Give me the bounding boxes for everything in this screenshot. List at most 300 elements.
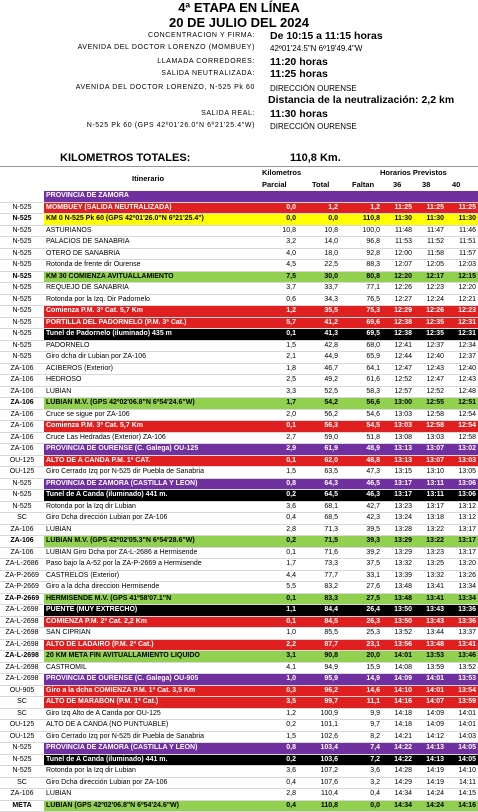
header-label: SALIDA REAL: xyxy=(201,110,255,117)
place-cell: LUBIAN (GPS 42º02'06.8"N 6º54'24.6"W) xyxy=(44,800,258,812)
itinerary-row xyxy=(0,260,478,272)
time-40-cell: 14:01 xyxy=(446,720,478,732)
road-cell: N-525 xyxy=(0,743,44,755)
itinerary-row xyxy=(0,593,478,605)
time-38-cell: 14:24 xyxy=(414,789,446,801)
time-38-cell: 12:35 xyxy=(414,329,446,341)
faltan-cell: 46,5 xyxy=(340,478,382,490)
total-cell: 77,7 xyxy=(298,570,340,582)
itinerary-row xyxy=(0,432,478,444)
time-40-cell: 14:03 xyxy=(446,731,478,743)
faltan-cell: 9,9 xyxy=(340,708,382,720)
itinerary-row xyxy=(0,421,478,433)
place-cell: 20 KM META FIN AVITUALLAMIENTO LIQUIDO xyxy=(44,651,258,663)
parcial-cell: 0,2 xyxy=(258,490,298,502)
parcial-cell: 4,1 xyxy=(258,662,298,674)
itinerary-row xyxy=(0,754,478,766)
time-38-cell: 14:24 xyxy=(414,800,446,812)
place-cell: PADORNELO xyxy=(44,340,258,352)
time-36-cell: 13:03 xyxy=(382,421,414,433)
road-cell: N-525 xyxy=(0,271,44,283)
itinerary-row xyxy=(0,386,478,398)
time-38-cell: 13:43 xyxy=(414,605,446,617)
place-cell: PROVINCIA DE ZAMORA (CASTILLA Y LEON) xyxy=(44,743,258,755)
time-36-cell: 13:32 xyxy=(382,559,414,571)
time-40-cell: 14:15 xyxy=(446,789,478,801)
parcial-cell: 1,1 xyxy=(258,605,298,617)
stage-date: 20 DE JULIO DEL 2024 xyxy=(169,15,309,30)
total-cell: 71,5 xyxy=(298,536,340,548)
header-label: CONCENTRACION Y FIRMA: xyxy=(147,32,255,39)
parcial-cell: 0,0 xyxy=(258,214,298,226)
itinerary-row xyxy=(0,191,478,202)
parcial-cell: 0,0 xyxy=(258,202,298,214)
itinerary-row xyxy=(0,674,478,686)
total-cell: 87,7 xyxy=(298,639,340,651)
itinerary-row xyxy=(0,800,478,812)
time-38-cell: 14:13 xyxy=(414,754,446,766)
time-36-cell: 13:00 xyxy=(382,398,414,410)
time-40-cell xyxy=(446,191,478,202)
total-cell: 94,9 xyxy=(298,662,340,674)
place-cell: ALTO DE MARABÓN (P.M. 1ª Cat.) xyxy=(44,697,258,709)
time-36-cell: 12:44 xyxy=(382,352,414,364)
place-cell: LUBIAN M.V. (GPS 42º02'05.3"N 6º54'28.6"W) xyxy=(44,536,258,548)
road-cell: ZA-106 xyxy=(0,421,44,433)
itinerary-row xyxy=(0,455,478,467)
total-cell: 73,3 xyxy=(298,559,340,571)
total-cell: 42,8 xyxy=(298,340,340,352)
parcial-cell: 0,4 xyxy=(258,777,298,789)
itinerary-row xyxy=(0,340,478,352)
time-38-cell: 13:17 xyxy=(414,501,446,513)
time-40-cell: 13:46 xyxy=(446,651,478,663)
header-label: SALIDA NEUTRALIZADA: xyxy=(161,70,255,77)
road-cell: OU-125 xyxy=(0,731,44,743)
road-cell: ZA-P-2669 xyxy=(0,570,44,582)
place-cell: REQUEJO DE SANABRIA xyxy=(44,283,258,295)
time-38-cell: 12:52 xyxy=(414,386,446,398)
header-value: 11:30 horas xyxy=(270,108,328,120)
parcial-cell: 10,8 xyxy=(258,225,298,237)
faltan-cell: 7,4 xyxy=(340,743,382,755)
parcial-cell: 0,6 xyxy=(258,294,298,306)
faltan-cell: 64,1 xyxy=(340,363,382,375)
time-36-cell: 13:03 xyxy=(382,409,414,421)
total-cell: 59,0 xyxy=(298,432,340,444)
parcial-cell: 2,8 xyxy=(258,789,298,801)
time-36-cell: 13:24 xyxy=(382,513,414,525)
time-38-cell: 12:40 xyxy=(414,352,446,364)
time-38-cell: 13:22 xyxy=(414,536,446,548)
faltan-cell: 15,9 xyxy=(340,662,382,674)
total-cell: 63,5 xyxy=(298,467,340,479)
place-cell: ASTURIANOS xyxy=(44,225,258,237)
time-38-cell: 13:41 xyxy=(414,582,446,594)
time-40-cell: 13:17 xyxy=(446,524,478,536)
time-38-cell: 12:24 xyxy=(414,294,446,306)
time-38-cell: 13:41 xyxy=(414,593,446,605)
col-speed-36: 36 xyxy=(393,180,402,189)
road-cell: OU-125 xyxy=(0,467,44,479)
time-36-cell: 14:28 xyxy=(382,766,414,778)
stage-header-info xyxy=(0,30,478,166)
time-38-cell: 14:09 xyxy=(414,720,446,732)
time-40-cell: 13:03 xyxy=(446,455,478,467)
total-cell: 62,0 xyxy=(298,455,340,467)
itinerary-row xyxy=(0,582,478,594)
itinerary-row xyxy=(0,283,478,295)
road-cell: N-525 xyxy=(0,214,44,226)
time-40-cell: 14:10 xyxy=(446,766,478,778)
time-40-cell: 13:54 xyxy=(446,685,478,697)
time-40-cell: 11:25 xyxy=(446,202,478,214)
itinerary-row xyxy=(0,490,478,502)
faltan-cell: 27,5 xyxy=(340,593,382,605)
parcial-cell: 0,2 xyxy=(258,720,298,732)
road-cell: ZA-106 xyxy=(0,789,44,801)
time-36-cell: 14:34 xyxy=(382,800,414,812)
time-40-cell: 13:34 xyxy=(446,582,478,594)
time-38-cell: 13:03 xyxy=(414,432,446,444)
itinerary-row xyxy=(0,536,478,548)
time-40-cell: 13:36 xyxy=(446,616,478,628)
parcial-cell: 0,2 xyxy=(258,536,298,548)
time-36-cell: 12:41 xyxy=(382,340,414,352)
time-36-cell: 14:22 xyxy=(382,743,414,755)
header-label: LLAMADA CORREDORES: xyxy=(157,58,255,65)
header-label: N-525 Pk 60 (GPS 42º01'26.0"N 6º21'25.4"W) xyxy=(86,122,255,129)
place-cell: LUBIAN M.V. (GPS 42º02'06.8"N 6º54'24.6"W) xyxy=(44,398,258,410)
place-cell: LUBIAN xyxy=(44,789,258,801)
place-cell: LUBIAN Giro Dcha por ZA-L-2686 a Hermisende xyxy=(44,547,258,559)
parcial-cell: 0,4 xyxy=(258,800,298,812)
time-40-cell: 12:23 xyxy=(446,306,478,318)
total-cell: 110,4 xyxy=(298,789,340,801)
road-cell: N-525 xyxy=(0,294,44,306)
time-38-cell: 12:43 xyxy=(414,363,446,375)
itinerary-row xyxy=(0,651,478,663)
time-36-cell: 13:56 xyxy=(382,639,414,651)
road-cell: N-525 xyxy=(0,329,44,341)
itinerary-row xyxy=(0,639,478,651)
place-cell: OTERO DE SANABRIA xyxy=(44,248,258,260)
place-cell: Giro dcha dir Lubian por ZA-106 xyxy=(44,352,258,364)
parcial-cell: 0,1 xyxy=(258,421,298,433)
time-40-cell: 12:54 xyxy=(446,421,478,433)
total-cell: 0,0 xyxy=(298,214,340,226)
faltan-cell: 100,0 xyxy=(340,225,382,237)
time-36-cell: 13:08 xyxy=(382,432,414,444)
time-38-cell: 13:07 xyxy=(414,455,446,467)
place-cell: Paso bajo la A-52 por la ZA-P-2669 a Hermisende xyxy=(44,559,258,571)
total-cell: 71,3 xyxy=(298,524,340,536)
total-cell: 84,5 xyxy=(298,616,340,628)
col-group-kilometros: Kilometros xyxy=(262,168,302,177)
time-40-cell: 11:30 xyxy=(446,214,478,226)
place-cell: Rotonda de frente dir Ourense xyxy=(44,260,258,272)
parcial-cell: 3,7 xyxy=(258,283,298,295)
faltan-cell: 1,2 xyxy=(340,202,382,214)
itinerary-row xyxy=(0,697,478,709)
time-38-cell: 12:47 xyxy=(414,375,446,387)
road-cell: ZA-P-2669 xyxy=(0,593,44,605)
col-speed-38: 38 xyxy=(422,180,431,189)
faltan-cell: 65,9 xyxy=(340,352,382,364)
time-38-cell: 12:58 xyxy=(414,409,446,421)
time-40-cell: 12:31 xyxy=(446,317,478,329)
parcial-cell: 1,8 xyxy=(258,363,298,375)
parcial-cell: 2,8 xyxy=(258,524,298,536)
total-cell: 84,4 xyxy=(298,605,340,617)
total-cell: 18,0 xyxy=(298,248,340,260)
parcial-cell: 0,8 xyxy=(258,743,298,755)
total-cell: 22,5 xyxy=(298,260,340,272)
parcial-cell: 0,1 xyxy=(258,616,298,628)
time-40-cell: 13:26 xyxy=(446,570,478,582)
itinerary-row xyxy=(0,248,478,260)
time-38-cell: 13:53 xyxy=(414,651,446,663)
faltan-cell: 39,2 xyxy=(340,547,382,559)
faltan-cell: 96,8 xyxy=(340,237,382,249)
time-36-cell: 13:39 xyxy=(382,570,414,582)
total-cell: 71,6 xyxy=(298,547,340,559)
itinerary-row xyxy=(0,777,478,789)
place-cell: ACIBEROS (Exterior) xyxy=(44,363,258,375)
faltan-cell: 88,3 xyxy=(340,260,382,272)
total-cell: 34,3 xyxy=(298,294,340,306)
faltan-cell: 14,9 xyxy=(340,674,382,686)
place-cell: Tunel de Padornelo (iluminado) 435 m xyxy=(44,329,258,341)
time-40-cell: 13:41 xyxy=(446,639,478,651)
road-cell: ZA-106 xyxy=(0,444,44,456)
itinerary-row xyxy=(0,444,478,456)
stage-title: 4ª ETAPA EN LÍNEA xyxy=(178,0,300,15)
road-cell: N-525 xyxy=(0,225,44,237)
place-cell: PROVINCIA DE OURENSE (C. Galega) OU-905 xyxy=(44,674,258,686)
itinerary-row xyxy=(0,237,478,249)
itinerary-table xyxy=(0,191,478,812)
road-cell: SC xyxy=(0,708,44,720)
parcial-cell: 1,7 xyxy=(258,559,298,571)
time-38-cell: 12:35 xyxy=(414,317,446,329)
time-38-cell: 13:32 xyxy=(414,570,446,582)
time-40-cell: 12:15 xyxy=(446,271,478,283)
time-36-cell: 14:29 xyxy=(382,777,414,789)
itinerary-row xyxy=(0,708,478,720)
col-faltan: Faltan xyxy=(352,180,375,189)
time-38-cell: 13:11 xyxy=(414,490,446,502)
road-cell: ZA-L-2698 xyxy=(0,628,44,640)
time-38-cell: 12:37 xyxy=(414,340,446,352)
header-value: DIRECCIÓN OURENSE xyxy=(270,122,357,131)
time-36-cell: 13:29 xyxy=(382,536,414,548)
time-36-cell: 14:18 xyxy=(382,720,414,732)
total-cell: 41,3 xyxy=(298,329,340,341)
time-36-cell: 12:27 xyxy=(382,294,414,306)
total-cell: 1,2 xyxy=(298,202,340,214)
time-36-cell: 13:50 xyxy=(382,605,414,617)
faltan-cell: 54,5 xyxy=(340,421,382,433)
road-cell xyxy=(0,191,44,202)
itinerary-row xyxy=(0,605,478,617)
time-36-cell: 12:07 xyxy=(382,260,414,272)
road-cell: ZA-106 xyxy=(0,524,44,536)
total-cell: 64,3 xyxy=(298,478,340,490)
parcial-cell: 1,5 xyxy=(258,731,298,743)
time-38-cell: 14:13 xyxy=(414,743,446,755)
road-cell: N-525 xyxy=(0,352,44,364)
place-cell: PROVINCIA DE ZAMORA (CASTILLA Y LEON) xyxy=(44,478,258,490)
faltan-cell: 76,5 xyxy=(340,294,382,306)
faltan-cell: 47,3 xyxy=(340,467,382,479)
parcial-cell: 2,9 xyxy=(258,444,298,456)
place-cell: CASTROMIL xyxy=(44,662,258,674)
faltan-cell: 92,8 xyxy=(340,248,382,260)
place-cell: Rotonda por la Izq dir Lubian xyxy=(44,766,258,778)
place-cell: Comienza P.M. 3ª Cat. 5,7 Km xyxy=(44,421,258,433)
parcial-cell: 0,1 xyxy=(258,547,298,559)
faltan-cell xyxy=(340,191,382,202)
faltan-cell: 8,2 xyxy=(340,731,382,743)
time-40-cell: 14:16 xyxy=(446,800,478,812)
place-cell: KM 0 N-525 Pk 60 (GPS 42º01'26.0"N 6º21'25.4") xyxy=(44,214,258,226)
time-40-cell: 12:40 xyxy=(446,363,478,375)
time-36-cell: 14:01 xyxy=(382,651,414,663)
time-36-cell: 12:29 xyxy=(382,306,414,318)
parcial-cell: 1,2 xyxy=(258,306,298,318)
itinerary-row xyxy=(0,375,478,387)
place-cell: Giro Cerrado Izq por N-525 dir Puebla de Sanabria xyxy=(44,467,258,479)
road-cell: SC xyxy=(0,777,44,789)
time-40-cell: 14:05 xyxy=(446,743,478,755)
time-38-cell: 13:25 xyxy=(414,559,446,571)
time-38-cell: 11:30 xyxy=(414,214,446,226)
place-cell: ALTO DE A CANDA P.M. 1ª CAT. xyxy=(44,455,258,467)
total-cell: 96,2 xyxy=(298,685,340,697)
road-cell: N-525 xyxy=(0,317,44,329)
faltan-cell: 11,1 xyxy=(340,697,382,709)
itinerary-row xyxy=(0,720,478,732)
parcial-cell: 0,3 xyxy=(258,685,298,697)
time-36-cell: 13:50 xyxy=(382,616,414,628)
road-cell: N-525 xyxy=(0,283,44,295)
place-cell: PROVINCIA DE ZAMORA xyxy=(44,191,258,202)
parcial-cell: 0,1 xyxy=(258,329,298,341)
time-36-cell: 13:52 xyxy=(382,628,414,640)
time-38-cell: 13:22 xyxy=(414,524,446,536)
total-cell xyxy=(298,191,340,202)
total-cell: 95,9 xyxy=(298,674,340,686)
time-40-cell: 13:05 xyxy=(446,467,478,479)
time-38-cell: 11:47 xyxy=(414,225,446,237)
road-cell: ZA-106 xyxy=(0,375,44,387)
road-cell: N-525 xyxy=(0,340,44,352)
time-38-cell: 13:43 xyxy=(414,616,446,628)
itinerary-row xyxy=(0,513,478,525)
parcial-cell: 3,3 xyxy=(258,386,298,398)
road-cell: SC xyxy=(0,513,44,525)
time-36-cell: 12:38 xyxy=(382,329,414,341)
total-cell: 107,6 xyxy=(298,777,340,789)
col-total: Total xyxy=(312,180,330,189)
total-cell: 103,4 xyxy=(298,743,340,755)
itinerary-row xyxy=(0,329,478,341)
header-value: 11:20 horas xyxy=(270,56,328,68)
road-cell: N-525 xyxy=(0,237,44,249)
header-value: 11:25 horas xyxy=(270,68,328,80)
time-38-cell: 12:23 xyxy=(414,283,446,295)
road-cell: ZA-106 xyxy=(0,363,44,375)
time-36-cell: 14:22 xyxy=(382,754,414,766)
road-cell: OU-905 xyxy=(0,685,44,697)
time-40-cell: 13:52 xyxy=(446,662,478,674)
itinerary-row xyxy=(0,662,478,674)
total-cell: 49,2 xyxy=(298,375,340,387)
itinerary-row xyxy=(0,214,478,226)
time-36-cell: 14:16 xyxy=(382,697,414,709)
itinerary-row xyxy=(0,616,478,628)
road-cell: N-525 xyxy=(0,754,44,766)
total-cell: 33,7 xyxy=(298,283,340,295)
faltan-cell: 48,9 xyxy=(340,444,382,456)
time-40-cell: 12:58 xyxy=(446,432,478,444)
header-value: DIRECCIÓN OURENSE xyxy=(270,84,357,93)
road-cell: ZA-L-2698 xyxy=(0,605,44,617)
total-cell: 83,2 xyxy=(298,582,340,594)
itinerary-row xyxy=(0,685,478,697)
road-cell: ZA-106 xyxy=(0,398,44,410)
time-40-cell: 13:37 xyxy=(446,628,478,640)
time-38-cell: 14:01 xyxy=(414,674,446,686)
parcial-cell: 7,5 xyxy=(258,271,298,283)
faltan-cell: 77,1 xyxy=(340,283,382,295)
place-cell: ALTO DE LADAIRO (P.M. 2ª Cat.) xyxy=(44,639,258,651)
faltan-cell: 3,6 xyxy=(340,766,382,778)
parcial-cell: 2,1 xyxy=(258,352,298,364)
header-value: De 10:15 a 11:15 horas xyxy=(270,30,383,42)
place-cell: Giro Dcha dirección Lubian por ZA-106 xyxy=(44,513,258,525)
time-40-cell: 13:36 xyxy=(446,605,478,617)
total-distance-label: KILOMETROS TOTALES: xyxy=(60,152,191,164)
time-40-cell: 13:12 xyxy=(446,501,478,513)
time-38-cell: 13:44 xyxy=(414,628,446,640)
place-cell: HERMISENDE M.V. (GPS 41º58'07.1"N xyxy=(44,593,258,605)
parcial-cell: 0,8 xyxy=(258,478,298,490)
time-36-cell: 11:48 xyxy=(382,225,414,237)
total-cell: 101,1 xyxy=(298,720,340,732)
faltan-cell: 80,8 xyxy=(340,271,382,283)
time-36-cell: 13:13 xyxy=(382,455,414,467)
place-cell: COMIENZA P.M. 2ª Cat. 2,2 Km xyxy=(44,616,258,628)
faltan-cell: 46,3 xyxy=(340,490,382,502)
total-cell: 61,9 xyxy=(298,444,340,456)
time-40-cell: 11:57 xyxy=(446,248,478,260)
faltan-cell: 48,8 xyxy=(340,455,382,467)
faltan-cell: 25,3 xyxy=(340,628,382,640)
time-36-cell: 12:26 xyxy=(382,283,414,295)
total-cell: 68,1 xyxy=(298,501,340,513)
time-40-cell: 12:43 xyxy=(446,375,478,387)
header-label: AVENIDA DEL DOCTOR LORENZO, N-525 Pk 60 xyxy=(75,84,255,91)
faltan-cell: 68,0 xyxy=(340,340,382,352)
time-36-cell: 12:00 xyxy=(382,248,414,260)
total-cell: 14,0 xyxy=(298,237,340,249)
faltan-cell: 27,6 xyxy=(340,582,382,594)
time-36-cell: 11:30 xyxy=(382,214,414,226)
faltan-cell: 20,0 xyxy=(340,651,382,663)
parcial-cell: 0,2 xyxy=(258,754,298,766)
